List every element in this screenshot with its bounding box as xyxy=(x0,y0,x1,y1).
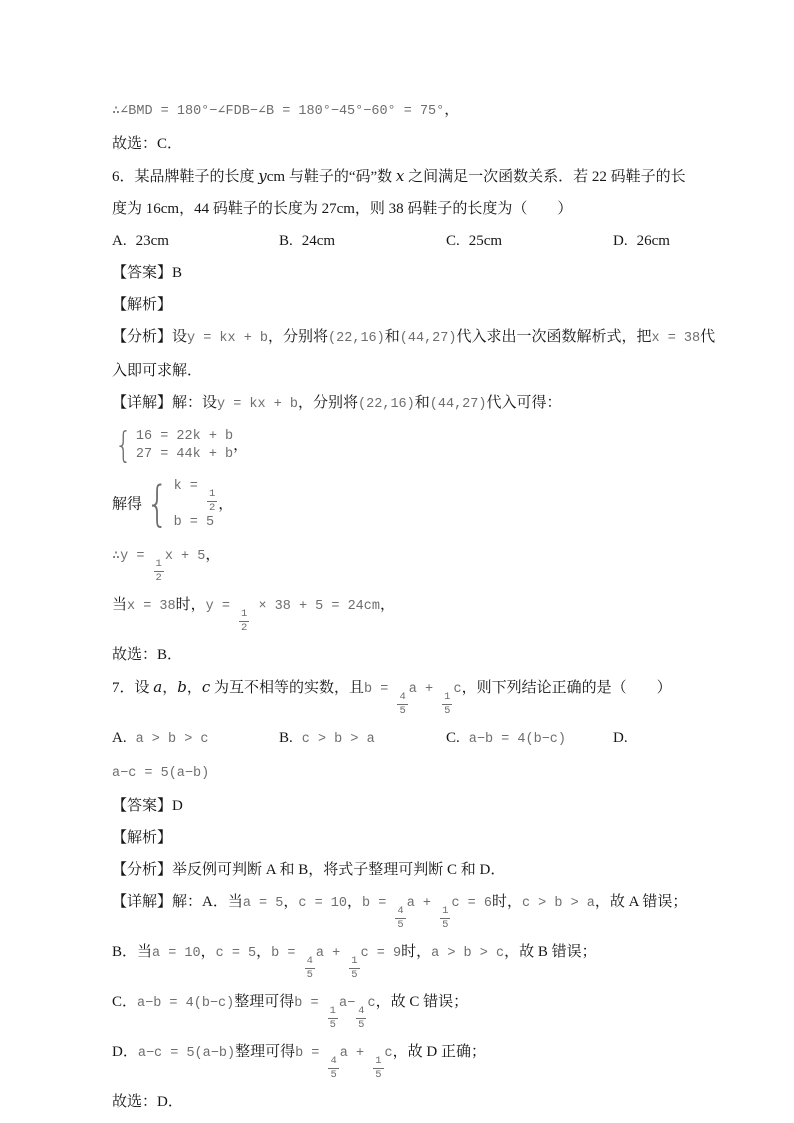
option-label: C. xyxy=(446,233,460,249)
fraction-numerator: 1 xyxy=(444,691,451,703)
text-run: cm 与鞋子的“码”数 xyxy=(266,169,396,185)
fraction xyxy=(349,956,359,980)
math-run: b = xyxy=(295,1046,328,1061)
equation-system xyxy=(142,476,218,533)
fraction-denominator: 5 xyxy=(351,968,358,981)
text-run: 【解析】 xyxy=(112,830,173,846)
q7-question xyxy=(112,677,682,716)
math-run: b = xyxy=(271,946,304,961)
fraction-denominator: 5 xyxy=(397,918,404,931)
option-b xyxy=(279,231,446,251)
text-run: ， xyxy=(186,680,202,696)
q7-detail-d xyxy=(112,1042,682,1080)
text-run: D． xyxy=(112,1044,138,1060)
fraction xyxy=(305,956,315,980)
text-run: 【答案】D xyxy=(112,798,183,814)
q6-options xyxy=(112,231,682,251)
fraction-numerator: 4 xyxy=(330,1055,337,1067)
fraction-denominator: 5 xyxy=(306,968,313,981)
text-run: ， xyxy=(200,944,216,960)
text-run: 整理可得 xyxy=(234,994,295,1010)
math-run: b = xyxy=(362,896,395,911)
option-label: B. xyxy=(279,233,293,249)
fraction-numerator: 1 xyxy=(241,608,248,620)
math-run: c > b > a xyxy=(521,896,595,911)
math-run: c = 5 xyxy=(215,946,257,961)
fraction xyxy=(440,906,450,930)
option-label: A. xyxy=(112,233,127,249)
q5-answer-choice xyxy=(112,134,682,154)
q7-options xyxy=(112,728,682,750)
math-run: a + xyxy=(315,946,349,961)
q5-angle-conclusion xyxy=(112,100,682,122)
fraction-denominator: 2 xyxy=(208,501,216,514)
equation-row xyxy=(136,429,233,445)
equation-row xyxy=(174,515,215,531)
fraction-denominator: 2 xyxy=(155,571,162,584)
math-run: a + xyxy=(339,1046,373,1061)
math-run: x + 5 xyxy=(164,549,206,564)
option-d xyxy=(613,728,637,750)
fraction-denominator: 5 xyxy=(329,1018,336,1031)
math-run: x = 38 xyxy=(651,331,701,346)
math-run: × 38 + 5 = 24cm xyxy=(250,599,380,614)
math-run: c = 9 xyxy=(360,946,402,961)
fraction-numerator: 4 xyxy=(399,691,406,703)
text-run: 故选：B． xyxy=(112,647,183,663)
math-run: c xyxy=(367,996,376,1011)
text-run: 入即可求解． xyxy=(112,363,203,379)
math-run: a + xyxy=(408,682,442,697)
q6-answer-choice xyxy=(112,645,682,665)
text-run: 【详解】解：A．当 xyxy=(112,894,243,910)
text-run: 时， xyxy=(175,597,206,613)
math-run: ∴∠BMD = 180°−∠FDB−∠B = 180°−45°−60° = 75° xyxy=(112,104,445,119)
text-run: ， xyxy=(444,102,460,118)
q6-substitute xyxy=(112,595,682,633)
fraction-denominator: 5 xyxy=(375,1068,382,1081)
option-label: C. xyxy=(446,730,460,746)
q6-jiexi xyxy=(112,295,682,315)
q7-detail-a xyxy=(112,892,688,931)
math-run: a = 10 xyxy=(152,946,201,961)
q7-option-d-continuation xyxy=(112,762,682,784)
option-c xyxy=(446,728,613,750)
text-run: 【解析】 xyxy=(112,297,173,313)
math-run: (44,27) xyxy=(429,397,487,412)
text-run: 为互不相等的实数，且 xyxy=(210,680,365,696)
text-run: ， xyxy=(162,680,178,696)
text-run: 6．某品牌鞋子的长度 xyxy=(112,169,259,185)
fraction-denominator: 5 xyxy=(330,1068,337,1081)
math-run: a−b = 4(b−c) xyxy=(468,732,566,747)
text-run: 7．设 xyxy=(112,680,154,696)
fraction xyxy=(154,559,164,583)
q6-equation-system xyxy=(112,424,682,466)
option-a xyxy=(112,728,279,750)
fraction-denominator: 2 xyxy=(241,621,248,634)
text-run: ， xyxy=(346,894,362,910)
fraction-numerator: 1 xyxy=(208,488,216,500)
math-run: ∴y = xyxy=(112,549,153,564)
math-run: b = 5 xyxy=(173,515,215,530)
text-run: 24cm xyxy=(301,233,336,249)
left-brace-icon: { xyxy=(145,476,169,533)
fraction-numerator: 1 xyxy=(351,955,358,967)
text-run: ， xyxy=(218,496,234,513)
q7-answer-choice xyxy=(112,1092,682,1112)
left-brace-icon: { xyxy=(114,424,133,466)
math-run: b = xyxy=(294,996,327,1011)
fraction-denominator: 5 xyxy=(399,704,406,717)
fraction-denominator: 5 xyxy=(444,704,451,717)
q6-function-result xyxy=(112,545,682,583)
text-run: ， xyxy=(379,597,395,613)
math-run: x = 38 xyxy=(127,599,176,614)
fraction-numerator: 1 xyxy=(442,905,449,917)
option-label: D. xyxy=(613,730,628,746)
option-a xyxy=(112,231,279,251)
math-run: b = xyxy=(364,682,397,697)
math-run: c xyxy=(453,682,462,697)
vi-run: y xyxy=(258,167,267,185)
vi-run: c xyxy=(201,678,211,696)
q6-question-line2 xyxy=(112,199,682,219)
text-run: C． xyxy=(112,994,138,1010)
math-run: c xyxy=(384,1046,393,1061)
text-run: B．当 xyxy=(112,944,153,960)
text-run: ， xyxy=(256,944,272,960)
q6-solved-system xyxy=(112,477,682,533)
math-run: a > b > c xyxy=(431,946,505,961)
fraction xyxy=(397,692,407,716)
option-label: D. xyxy=(613,233,628,249)
q7-jiexi xyxy=(112,828,682,848)
equation-row xyxy=(136,447,233,463)
text-run: ，分别将 xyxy=(268,329,329,345)
q7-detail-c xyxy=(112,992,682,1030)
text-run: 故选：C． xyxy=(112,136,183,152)
fraction xyxy=(442,692,452,716)
q7-detail-b xyxy=(112,942,682,980)
text-run: 当 xyxy=(112,597,128,613)
text-run: 【详解】解：设 xyxy=(112,395,218,411)
q6-detail-intro xyxy=(112,393,682,415)
text-run: 和 xyxy=(384,329,400,345)
text-run: 和 xyxy=(414,395,430,411)
fraction xyxy=(395,906,405,930)
fraction-numerator: 4 xyxy=(306,955,313,967)
text-run: 故选：D． xyxy=(112,1094,183,1110)
fraction-numerator: 1 xyxy=(155,558,162,570)
text-run: 【分析】举反例可判断 A 和 B，将式子整理可判断 C 和 D． xyxy=(112,862,506,878)
option-label: B. xyxy=(279,730,293,746)
fraction-numerator: 4 xyxy=(358,1005,365,1017)
math-run: c > b > a xyxy=(301,732,375,747)
vi-run: x xyxy=(395,167,405,185)
fraction-denominator: 5 xyxy=(358,1018,365,1031)
text-run: 代入求出一次函数解析式，把 xyxy=(456,329,652,345)
math-run: 16 = 22k + b xyxy=(135,429,234,444)
text-run: ，故 D 正确； xyxy=(392,1044,486,1060)
math-run: (44,27) xyxy=(399,331,457,346)
option-b xyxy=(279,728,446,750)
text-run: ， xyxy=(283,894,299,910)
math-run: y = kx + b xyxy=(187,331,269,346)
text-run: 代入可得： xyxy=(486,395,562,411)
math-run: a + xyxy=(406,896,440,911)
text-run: ， xyxy=(233,437,249,454)
math-run: c = 6 xyxy=(451,896,492,911)
text-run: ， xyxy=(205,547,221,563)
text-run: ，分别将 xyxy=(298,395,359,411)
math-run: a = 5 xyxy=(242,896,284,911)
option-label: A. xyxy=(112,730,127,746)
text-run: 时， xyxy=(491,894,522,910)
fraction xyxy=(207,489,217,513)
equation-system xyxy=(112,424,234,466)
text-run: 23cm xyxy=(135,233,169,249)
equation-rows xyxy=(174,479,219,531)
q7-analysis xyxy=(112,860,682,880)
fraction xyxy=(328,1006,338,1030)
math-run: a−c = 5(a−b) xyxy=(137,1046,236,1061)
fraction xyxy=(239,609,249,633)
q6-analysis-line2 xyxy=(112,361,682,381)
text-run: ，故 C 错误； xyxy=(375,994,469,1010)
text-run: 【分析】设 xyxy=(112,329,188,345)
option-c xyxy=(446,231,613,251)
text-run: 解得 xyxy=(112,496,143,513)
fraction-numerator: 1 xyxy=(375,1055,382,1067)
math-run: a− xyxy=(338,996,356,1011)
math-run: 27 = 44k + b xyxy=(135,447,234,462)
fraction xyxy=(356,1006,366,1030)
math-run: (22,16) xyxy=(328,331,385,346)
math-run: y = kx + b xyxy=(217,397,299,412)
text-run: 时， xyxy=(401,944,432,960)
q6-analysis-line1 xyxy=(112,327,716,349)
equation-rows xyxy=(136,429,233,463)
q6-question-line1 xyxy=(112,166,686,187)
text-run: ，则下列结论正确的是（ ） xyxy=(461,680,672,696)
vi-run: b xyxy=(177,678,187,696)
text-run: 度为 16cm，44 码鞋子的长度为 27cm，则 38 码鞋子的长度为（ ） xyxy=(112,201,573,217)
math-run: (22,16) xyxy=(358,397,415,412)
text-run: 【答案】B xyxy=(112,265,183,281)
fraction-numerator: 4 xyxy=(397,905,404,917)
text-run: ，故 A 错误； xyxy=(594,894,688,910)
text-run: 整理可得 xyxy=(235,1044,296,1060)
option-d xyxy=(613,231,670,251)
fraction xyxy=(373,1056,383,1080)
text-run: 25cm xyxy=(468,233,503,249)
equation-row xyxy=(174,479,219,513)
math-run: y = xyxy=(205,599,239,614)
vi-run: a xyxy=(153,678,163,696)
text-run: 之间满足一次函数关系．若 22 码鞋子的长 xyxy=(404,169,686,185)
math-run: a > b > c xyxy=(135,732,209,747)
fraction-numerator: 1 xyxy=(329,1005,336,1017)
fraction xyxy=(328,1056,338,1080)
q6-answer xyxy=(112,263,682,283)
text-run: ，故 B 错误； xyxy=(504,944,597,960)
math-run: a−b = 4(b−c) xyxy=(137,996,235,1011)
math-run: k = xyxy=(173,479,206,494)
text-run: 26cm xyxy=(636,233,670,249)
fraction-denominator: 5 xyxy=(442,918,449,931)
q7-answer xyxy=(112,796,682,816)
text-run: 代 xyxy=(700,329,716,345)
math-run: c = 10 xyxy=(298,896,347,911)
math-run: a−c = 5(a−b) xyxy=(112,766,210,781)
